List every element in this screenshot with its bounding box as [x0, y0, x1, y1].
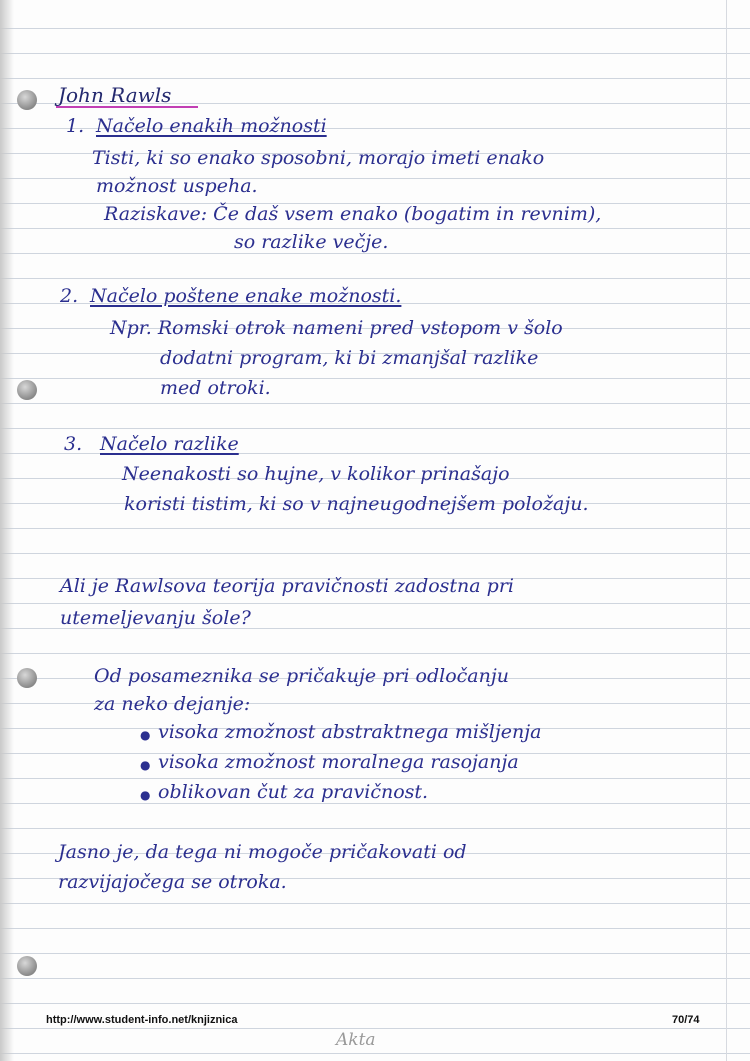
- page-edge-shadow: [0, 0, 14, 1061]
- text-line: so razlike večje.: [234, 231, 389, 253]
- punch-hole: [17, 380, 37, 400]
- conclusion-line: Jasno je, da tega ni mogoče pričakovati od: [58, 841, 467, 863]
- bullet-item: visoka zmožnost moralnega rasojanja: [158, 751, 519, 773]
- section-number: 3.: [64, 433, 83, 455]
- punch-hole: [17, 668, 37, 688]
- page-title: John Rawls: [58, 83, 172, 107]
- bullet-dot: ●: [140, 758, 151, 772]
- conclusion-line: razvijajočega se otroka.: [58, 871, 287, 893]
- section-heading: Načelo poštene enake možnosti.: [90, 285, 402, 307]
- punch-hole: [17, 956, 37, 976]
- section-number: 2.: [60, 285, 79, 307]
- bullet-dot: ●: [140, 788, 151, 802]
- paragraph-line: za neko dejanje:: [94, 693, 251, 715]
- text-line: koristi tistim, ki so v najneugodnejšem položaju.: [124, 493, 589, 515]
- paragraph-line: Od posameznika se pričakuje pri odločanju: [94, 665, 509, 687]
- footer-url[interactable]: http://www.student-info.net/knjiznica: [46, 1014, 238, 1026]
- bullet-item: oblikovan čut za pravičnost.: [158, 781, 429, 803]
- section-number: 1.: [66, 115, 85, 137]
- text-line: Npr. Romski otrok nameni pred vstopom v šolo: [110, 317, 563, 339]
- text-line: Tisti, ki so enako sposobni, morajo imeti enako: [92, 147, 545, 169]
- text-line: med otroki.: [160, 377, 271, 399]
- text-line: Raziskave: Če daš vsem enako (bogatim in revnim),: [104, 203, 602, 225]
- bullet-dot: ●: [140, 728, 151, 742]
- question-line: Ali je Rawlsova teorija pravičnosti zadostna pri: [60, 575, 514, 597]
- text-line: možnost uspeha.: [96, 175, 258, 197]
- text-line: dodatni program, ki bi zmanjšal razlike: [160, 347, 539, 369]
- brand-logo: Akta: [336, 1030, 376, 1050]
- punch-hole: [17, 90, 37, 110]
- text-line: Neenakosti so hujne, v kolikor prinašajo: [122, 463, 510, 485]
- margin-line: [726, 0, 727, 1061]
- bullet-item: visoka zmožnost abstraktnega mišljenja: [158, 721, 542, 743]
- question-line: utemeljevanju šole?: [60, 607, 251, 629]
- title-underline: [56, 106, 198, 108]
- section-heading: Načelo enakih možnosti: [96, 115, 327, 137]
- section-heading: Načelo razlike: [100, 433, 239, 455]
- page-number: 70/74: [672, 1014, 700, 1026]
